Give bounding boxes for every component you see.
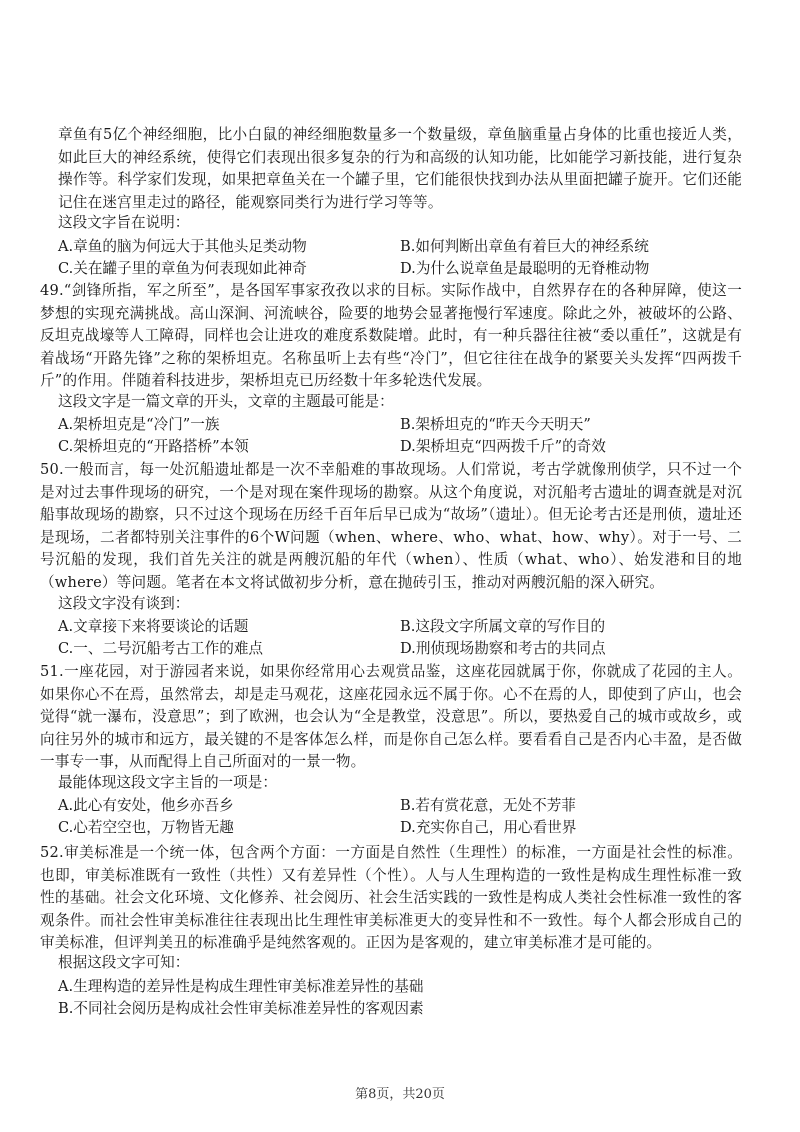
question-49-text: 49.“剑锋所指，军之所至”，是各国军事家孜孜以求的目标。实际作战中，自然界存在的各种屏障，使这一梦想的实现充满挑战。高山深涧、河流峡谷，险要的地势会显著拖慢行军速度。除此之外，被破坏的公路、反坦克战壕等人工障碍，同样也会让进攻的难度系数陡增。此时，有一种兵器往往被“委以重任”，这就是有着战场“开路先锋”之称的架桥坦克。名称虽听上去有些“冷门”，但它往往在战争的紧要关头发挥“四两拨千斤”的作用。伴随着科技进步，架桥坦克已历经数十年多轮迭代发展。 [40,282,742,390]
option-b: B.如何判断出章鱼有着巨大的神经系统 [400,238,649,255]
question-50-option-a: A.文章接下来将要谈论的话题 [58,618,249,635]
question-51-option-a: A.此心有安处，他乡亦吾乡 [58,797,234,814]
question-51-option-c: C.心若空空也，万物皆无趣 [58,819,234,836]
question-51-option-b: B.若有赏花意，无处不芳菲 [400,797,576,814]
question-52-stem: 根据这段文字可知： [58,954,190,971]
question-49-stem: 这段文字是一篇文章的开头，文章的主题最可能是： [58,393,394,410]
question-51-option-d: D.充实你自己，用心看世界 [400,819,577,836]
question-50-option-d: D.刑侦现场勘察和考古的共同点 [400,640,606,657]
passage-text: 章鱼有5亿个神经细胞，比小白鼠的神经细胞数量多一个数量级，章鱼脑重量占身体的比重也接近人类，如此巨大的神经系统，使得它们表现出很多复杂的行为和高级的认知功能，比如能学习新技能，进行复杂操作等。科学家们发现，如果把章鱼关在一个罐子里，它们能很快找到办法从里面把罐子旋开。它们还能记住在迷宫里走过的路径，能观察同类行为进行学习等等。 [58,126,742,211]
question-49-option-a: A.架桥坦克是“冷门”一族 [58,416,220,433]
question-51-text: 51.一座花园，对于游园者来说，如果你经常用心去观赏品鉴，这座花园就属于你，你就成了花园的主人。如果你心不在焉，虽然常去，却是走马观花，这座花园永远不属于你。心不在焉的人，即使到了庐山，也会觉得“就一瀑布，没意思”；到了欧洲，也会认为“全是教堂，没意思”。所以，要热爱自己的城市或故乡，或向往另外的城市和远方，最关键的不是客体怎么样，而是你自己怎么样。要看看自己是否内心丰盈，是否做一事专一事，从而配得上自己所面对的一景一物。 [40,663,742,771]
question-50-option-b: B.这段文字所属文章的写作目的 [400,618,606,635]
question-49-option-b: B.架桥坦克的“昨天今天明天” [400,416,591,433]
option-d: D.为什么说章鱼是最聪明的无脊椎动物 [400,260,650,277]
question-50-option-c: C.一、二号沉船考古工作的难点 [58,640,264,657]
question-52-option-b: B.不同社会阅历是构成社会性审美标准差异性的客观因素 [58,1000,424,1017]
question-50-text: 50.一般而言，每一处沉船遗址都是一次不幸船难的事故现场。人们常说，考古学就像刑侦学，只不过一个是对过去事件现场的研究，一个是对现在案件现场的勘察。从这个角度说，对沉船考古遗址的调查就是对沉船事故现场的勘察，只不过这个现场在历经千百年后早已成为“故场”（遗址）。但无论考古还是刑侦，遗址还是现场，二者都特别关注事件的6个W问题（when、where、who、what、how、why）。对于一号、二号沉船的发现，我们首先关注的就是两艘沉船的年代（when）、性质（what、who）、始发港和目的地（where）等问题。笔者在本文将试做初步分析，意在抛砖引玉，推动对两艘沉船的深入研究。 [40,461,742,591]
question-49-option-c: C.架桥坦克的“开路搭桥”本领 [58,438,249,455]
question-52-option-a: A.生理构造的差异性是构成生理性审美标准差异性的基础 [58,978,424,995]
question-49-option-d: D.架桥坦克“四两拨千斤”的奇效 [400,438,606,455]
question-stem: 这段文字旨在说明： [58,214,190,231]
question-50-stem: 这段文字没有谈到： [58,595,190,612]
question-51-stem: 最能体现这段文字主旨的一项是： [58,774,277,791]
page-number: 第8页，共20页 [355,1087,445,1102]
option-a: A.章鱼的脑为何远大于其他头足类动物 [58,238,307,255]
question-52-text: 52.审美标准是一个统一体，包含两个方面：一方面是自然性（生理性）的标准，一方面是社会性的标准。也即，审美标准既有一致性（共性）又有差异性（个性）。人与人生理构造的一致性是构成生理性标准一致性的基础。社会文化环境、文化修养、社会阅历、社会生活实践的一致性是构成人类社会性标准一致性的客观条件。而社会性审美标准往往表现出比生理性审美标准更大的变异性和不一致性。每个人都会形成自己的审美标准，但评判美丑的标准确乎是纯然客观的。正因为是客观的，建立审美标准才是可能的。 [40,844,742,952]
option-c: C.关在罐子里的章鱼为何表现如此神奇 [58,260,307,277]
